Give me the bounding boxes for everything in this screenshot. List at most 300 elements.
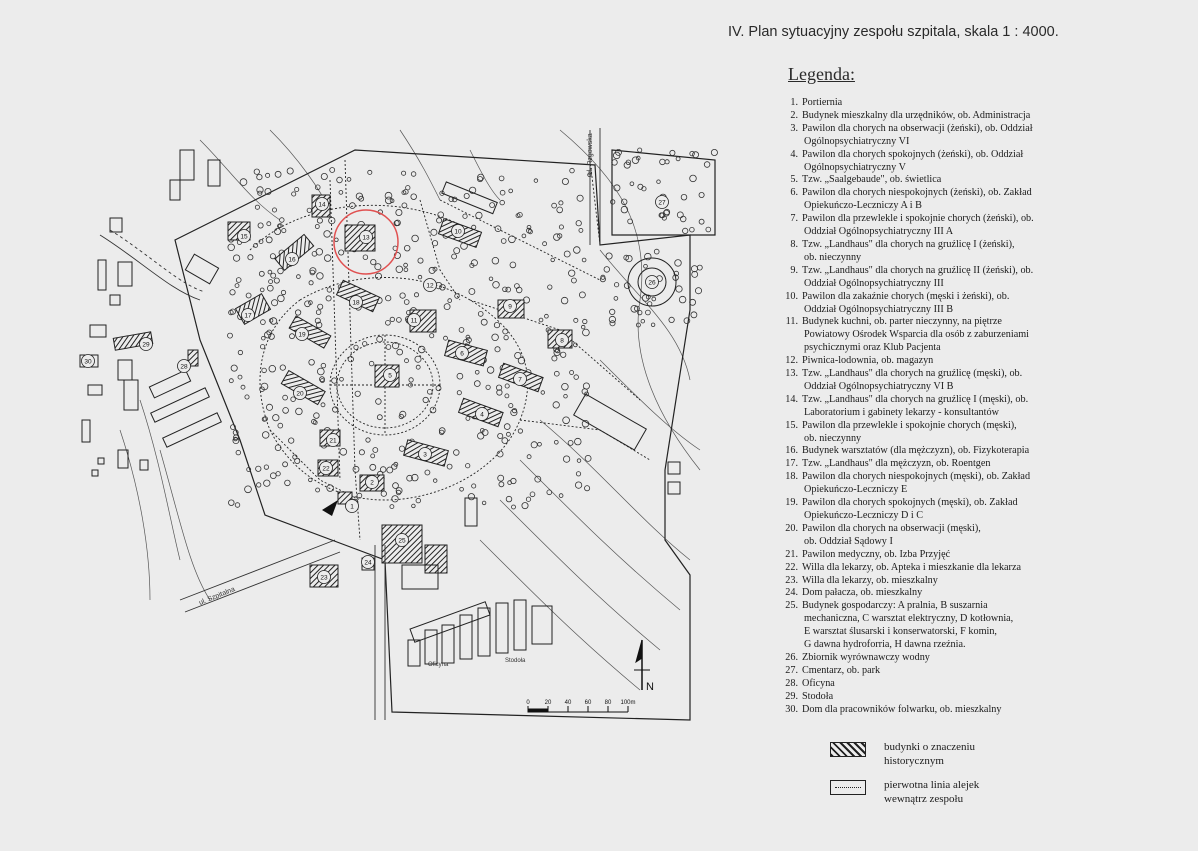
tree-icon bbox=[464, 193, 469, 198]
tree-icon bbox=[418, 275, 422, 279]
legend-item-number: 7. bbox=[790, 213, 798, 225]
legend-item-line: Pawilon dla chorych na obserwacji (męski), bbox=[802, 522, 981, 534]
legend-item-text bbox=[802, 291, 1090, 317]
tree-icon bbox=[229, 500, 235, 506]
tree-icon bbox=[531, 442, 537, 448]
tree-icon bbox=[564, 251, 570, 257]
tree-icon bbox=[291, 397, 296, 402]
legend-item-text bbox=[802, 445, 1090, 458]
tree-icon bbox=[495, 347, 500, 352]
tree-icon bbox=[273, 415, 279, 421]
tree-icon bbox=[359, 450, 364, 455]
tree-icon bbox=[399, 446, 404, 451]
road-label-east: ul. Rzgowska bbox=[587, 133, 594, 175]
legend-item-line: G dawna hydroforria, H dawna rzeźnia. bbox=[804, 639, 966, 651]
tree-icon bbox=[577, 459, 581, 463]
tree-icon bbox=[278, 295, 285, 302]
legend-item-line: Pawilon dla zakaźnie chorych (męski i żeński), ob. bbox=[802, 290, 1010, 302]
tree-icon bbox=[527, 455, 531, 459]
tree-icon bbox=[309, 360, 315, 366]
tree-icon bbox=[681, 194, 687, 200]
legend-item bbox=[760, 123, 1090, 149]
legend-item-line: Oddział Ogólnopsychiatryczny III A bbox=[804, 226, 954, 238]
tree-icon bbox=[562, 178, 568, 184]
legend-item bbox=[760, 149, 1090, 175]
tree-icon bbox=[554, 234, 561, 241]
tree-icon bbox=[457, 373, 463, 379]
tree-icon bbox=[390, 317, 394, 321]
tree-icon bbox=[266, 237, 272, 243]
legend-item-line: Willa dla lekarzy, ob. mieszkalny bbox=[802, 574, 938, 586]
tree-icon bbox=[611, 200, 615, 204]
page-title: IV. Plan sytuacyjny zespołu szpitala, skala 1 : 4000. bbox=[728, 24, 1059, 40]
tree-icon bbox=[262, 336, 266, 340]
building-number-label: 10 bbox=[454, 228, 462, 236]
tree-icon bbox=[257, 483, 261, 487]
tree-icon bbox=[370, 464, 376, 470]
tree-icon bbox=[354, 345, 358, 349]
tree-icon bbox=[512, 505, 516, 509]
tree-icon bbox=[283, 462, 288, 467]
tree-icon bbox=[386, 320, 391, 325]
tree-icon bbox=[297, 275, 301, 279]
legend-item-line: Budynek warsztatów (dla mężczyzn), ob. Fizykoterapia bbox=[802, 445, 1030, 457]
tree-icon bbox=[704, 162, 710, 168]
legend-item-number: 24. bbox=[785, 587, 798, 599]
tree-icon bbox=[563, 417, 570, 424]
tree-icon bbox=[657, 180, 661, 184]
building-number-label: 5 bbox=[388, 372, 392, 380]
tree-icon bbox=[500, 200, 505, 205]
tree-icon bbox=[233, 255, 239, 261]
legend-item-number: 6. bbox=[790, 187, 798, 199]
tree-icon bbox=[430, 334, 434, 338]
tree-icon bbox=[335, 238, 339, 242]
tree-icon bbox=[280, 365, 285, 370]
legend-item-line: mechaniczna, C warsztat elektryczny, D kotłownia, bbox=[804, 613, 1014, 625]
tree-icon bbox=[494, 322, 499, 327]
tree-icon bbox=[526, 497, 530, 501]
tree-icon bbox=[321, 403, 325, 407]
tree-icon bbox=[282, 229, 286, 233]
tree-icon bbox=[482, 501, 486, 505]
tree-icon bbox=[332, 378, 337, 383]
tree-icon bbox=[652, 297, 656, 301]
tree-icon bbox=[582, 258, 586, 262]
legend-item bbox=[760, 291, 1090, 317]
legend-item bbox=[760, 587, 1090, 600]
legend-item-number: 27. bbox=[785, 664, 798, 676]
tree-icon bbox=[692, 271, 698, 277]
tree-icon bbox=[626, 255, 632, 261]
building-number-label: 27 bbox=[658, 199, 666, 207]
legend-item-number: 18. bbox=[785, 471, 798, 483]
legend-item-line: Portiernia bbox=[802, 97, 843, 108]
tree-icon bbox=[574, 247, 581, 254]
tree-icon bbox=[245, 395, 249, 399]
approach-roads bbox=[100, 128, 600, 720]
tree-icon bbox=[269, 365, 276, 372]
tree-icon bbox=[575, 482, 581, 488]
tree-icon bbox=[548, 285, 552, 289]
tree-icon bbox=[371, 454, 375, 458]
tree-icon bbox=[454, 450, 460, 456]
tree-icon bbox=[327, 288, 332, 293]
tree-icon bbox=[474, 381, 480, 387]
tree-icon bbox=[262, 432, 269, 439]
tree-icon bbox=[366, 438, 370, 442]
tree-icon bbox=[317, 218, 322, 223]
building-number-label: 12 bbox=[426, 282, 434, 290]
legend-item-number: 17. bbox=[785, 458, 798, 470]
tree-icon bbox=[538, 442, 542, 446]
tree-icon bbox=[676, 157, 680, 161]
legend-item bbox=[760, 575, 1090, 588]
buildings bbox=[113, 182, 646, 589]
tree-icon bbox=[469, 289, 475, 295]
building-number-label: 7 bbox=[518, 376, 522, 384]
tree-icon bbox=[318, 304, 323, 309]
tree-icon bbox=[516, 287, 522, 293]
tree-icon bbox=[393, 483, 399, 489]
tree-icon bbox=[228, 244, 235, 251]
building-number-label: 2 bbox=[370, 479, 374, 487]
tree-icon bbox=[440, 285, 446, 291]
tree-icon bbox=[259, 271, 264, 276]
tree-icon bbox=[272, 208, 276, 212]
tree-icon bbox=[432, 241, 437, 246]
tree-icon bbox=[447, 464, 452, 469]
legend-item bbox=[760, 213, 1090, 239]
tree-icon bbox=[570, 371, 574, 375]
tree-icon bbox=[690, 151, 695, 156]
tree-icon bbox=[324, 255, 331, 262]
tree-icon bbox=[460, 487, 464, 491]
legend-item-line: Stodoła bbox=[802, 690, 834, 702]
legend-item bbox=[760, 239, 1090, 265]
building-number-label: 26 bbox=[648, 279, 656, 287]
legend-item-line: ob. nieczynny bbox=[804, 251, 862, 263]
tree-icon bbox=[576, 221, 581, 226]
tree-icon bbox=[475, 370, 479, 374]
tree-icon bbox=[691, 312, 697, 318]
tree-icon bbox=[316, 488, 320, 492]
legend-item-number: 28. bbox=[785, 677, 798, 689]
legend-item-line: Opiekuńczo-Leczniczy E bbox=[804, 484, 908, 496]
tree-icon bbox=[614, 283, 618, 287]
legend-item-text bbox=[802, 562, 1090, 575]
legend-item-text bbox=[802, 575, 1090, 588]
tree-icon bbox=[280, 218, 285, 223]
legend-item bbox=[760, 458, 1090, 471]
tree-icon bbox=[295, 187, 299, 191]
tree-icon bbox=[509, 404, 513, 408]
tree-icon bbox=[545, 314, 549, 318]
legend-item bbox=[760, 420, 1090, 446]
tree-icon bbox=[468, 494, 474, 500]
legend-item-line: Tzw. „Landhaus" dla mężczyzn, ob. Roentgen bbox=[802, 458, 991, 470]
tree-icon bbox=[240, 179, 247, 186]
tree-icon bbox=[559, 225, 563, 229]
tree-icon bbox=[430, 407, 436, 413]
legend-item-text bbox=[802, 652, 1090, 665]
tree-icon bbox=[260, 345, 264, 349]
tree-icon bbox=[411, 194, 417, 200]
building-number-label: 16 bbox=[288, 256, 296, 264]
legend-item-line: Tzw. „Landhaus" dla chorych na gruźlicę (męski), ob. bbox=[802, 368, 1023, 380]
legend-item-text bbox=[802, 471, 1090, 497]
tree-icon bbox=[568, 440, 573, 445]
tree-icon bbox=[414, 293, 418, 297]
tree-icon bbox=[257, 174, 262, 179]
legend-item-line: Oficyna bbox=[802, 677, 835, 689]
legend-item-line: Pawilon dla chorych niespokojnych (męski), ob. Zakład bbox=[802, 471, 1031, 483]
legend-item-line: Pawilon dla chorych niespokojnych (żeński), ob. Zakład bbox=[802, 187, 1032, 199]
legend-item-number: 13. bbox=[785, 368, 798, 380]
tree-icon bbox=[326, 296, 331, 301]
tree-icon bbox=[711, 149, 717, 155]
legend-item-text bbox=[802, 549, 1090, 562]
tree-icon bbox=[683, 228, 688, 233]
tree-icon bbox=[257, 187, 263, 193]
legend-item bbox=[760, 523, 1090, 549]
tree-icon bbox=[431, 229, 437, 235]
tree-icon bbox=[348, 357, 353, 362]
legend-item-line: ob. nieczynny bbox=[804, 432, 862, 444]
legend-item-number: 30. bbox=[785, 703, 798, 715]
legend-item-text bbox=[802, 600, 1090, 652]
legend-item-line: Oddział Ogólnopsychiatryczny III B bbox=[804, 303, 954, 315]
tree-icon bbox=[466, 337, 471, 342]
tree-icon bbox=[363, 342, 367, 346]
scale-label: 20 bbox=[544, 700, 552, 706]
tree-icon bbox=[585, 486, 590, 491]
tree-icon bbox=[386, 345, 391, 350]
legend-item-text bbox=[802, 523, 1090, 549]
tree-icon bbox=[559, 494, 563, 498]
tree-icon bbox=[268, 270, 272, 274]
tree-icon bbox=[539, 318, 543, 322]
legend-item-number: 21. bbox=[785, 548, 798, 560]
legend-item-number: 12. bbox=[785, 355, 798, 367]
tree-icon bbox=[695, 288, 701, 294]
legend-item-line: Dom dla pracowników folwarku, ob. mieszkalny bbox=[802, 703, 1002, 715]
legend-item-text bbox=[802, 394, 1090, 420]
tree-icon bbox=[561, 297, 568, 304]
tree-icon bbox=[448, 299, 452, 303]
tree-icon bbox=[363, 255, 368, 260]
tree-icon bbox=[238, 375, 242, 379]
legend-item-text bbox=[802, 691, 1090, 704]
tree-icon bbox=[522, 503, 528, 509]
dotted-line-swatch-icon bbox=[830, 780, 866, 795]
tree-icon bbox=[333, 407, 338, 412]
tree-icon bbox=[606, 253, 612, 259]
legend-item bbox=[760, 549, 1090, 562]
tree-icon bbox=[621, 206, 628, 213]
tree-icon bbox=[481, 319, 487, 325]
legend-item-number: 10. bbox=[785, 290, 798, 302]
tree-icon bbox=[497, 451, 503, 457]
tree-icon bbox=[478, 312, 483, 317]
tree-icon bbox=[339, 191, 343, 195]
legend-item-text bbox=[802, 239, 1090, 265]
tree-icon bbox=[551, 258, 555, 262]
tree-icon bbox=[369, 361, 374, 366]
tree-icon bbox=[353, 466, 359, 472]
tree-icon bbox=[644, 264, 648, 268]
tree-icon bbox=[235, 284, 239, 288]
legend-item-number: 9. bbox=[790, 264, 798, 276]
tree-icon bbox=[557, 207, 563, 213]
legend-item bbox=[760, 704, 1090, 717]
tree-icon bbox=[228, 333, 233, 338]
tree-icon bbox=[493, 282, 500, 289]
tree-icon bbox=[321, 173, 327, 179]
tree-icon bbox=[396, 266, 403, 273]
tree-icon bbox=[583, 319, 587, 323]
building-number-label: 28 bbox=[180, 363, 188, 371]
legend-item-line: Tzw. „Landhaus" dla chorych na gruźlicę I (męski), ob. bbox=[802, 393, 1029, 405]
tree-icon bbox=[454, 248, 460, 254]
entrance-arrow-icon bbox=[322, 500, 338, 516]
legend-item bbox=[760, 691, 1090, 704]
road-label-sw: ul. Szpitalna bbox=[198, 586, 237, 607]
tree-icon bbox=[641, 319, 645, 323]
tree-icon bbox=[309, 281, 313, 285]
hatched-swatch-icon bbox=[830, 742, 866, 757]
tree-icon bbox=[267, 222, 271, 226]
tree-icon bbox=[455, 294, 460, 299]
tree-icon bbox=[278, 268, 284, 274]
legend-item bbox=[760, 652, 1090, 665]
legend-heading: Legenda: bbox=[788, 64, 855, 84]
legend-item-number: 2. bbox=[790, 109, 798, 121]
tree-icon bbox=[498, 433, 503, 438]
tree-icon bbox=[266, 173, 270, 177]
tree-icon bbox=[680, 216, 686, 222]
building-number-label: 1 bbox=[350, 503, 354, 511]
tree-icon bbox=[305, 301, 311, 307]
legend-item-line: Ogólnopsychiatryczny VI bbox=[804, 135, 910, 147]
tree-icon bbox=[261, 320, 266, 325]
tree-icon bbox=[404, 245, 410, 251]
tree-icon bbox=[463, 214, 467, 218]
tree-icon bbox=[638, 148, 642, 152]
tree-icon bbox=[499, 482, 504, 487]
tree-icon bbox=[314, 413, 320, 419]
tree-icon bbox=[315, 225, 319, 229]
tree-icon bbox=[275, 228, 281, 234]
tree-icon bbox=[575, 438, 582, 445]
tree-icon bbox=[404, 300, 409, 305]
legend-item-number: 19. bbox=[785, 497, 798, 509]
tree-icon bbox=[317, 368, 324, 375]
legend-item-text bbox=[802, 265, 1090, 291]
tree-icon bbox=[416, 498, 421, 503]
legend-item-line: Budynek mieszkalny dla urzędników, ob. Administracja bbox=[802, 109, 1031, 121]
legend-item-line: Pawilon dla przewlekle i spokojnie chorych (męski), bbox=[802, 419, 1017, 431]
tree-icon bbox=[321, 363, 326, 368]
tree-icon bbox=[295, 310, 300, 315]
tree-icon bbox=[693, 152, 699, 158]
tree-icon bbox=[248, 255, 253, 260]
building-number-label: 18 bbox=[352, 299, 360, 307]
legend-item-line: Oddział Ogólnopsychiatryczny III bbox=[804, 277, 944, 289]
legend-item bbox=[760, 368, 1090, 394]
tree-icon bbox=[561, 352, 566, 357]
building-number-label: 8 bbox=[560, 337, 564, 345]
building-number-label: 21 bbox=[329, 437, 337, 445]
tree-icon bbox=[425, 470, 430, 475]
legend-item-line: Pawilon dla chorych na obserwacji (żeński), ob. Oddział bbox=[802, 122, 1033, 134]
tree-icon bbox=[699, 219, 704, 224]
tree-icon bbox=[416, 365, 420, 369]
legend-item-line: Pawilon dla chorych spokojnych (żeński), ob. Oddział bbox=[802, 148, 1024, 160]
legend-item bbox=[760, 265, 1090, 291]
tree-icon bbox=[610, 309, 615, 314]
tree-icon bbox=[563, 456, 569, 462]
tree-icon bbox=[697, 265, 702, 270]
legend-list bbox=[760, 97, 1090, 717]
tree-icon bbox=[571, 278, 576, 283]
legend-item-line: Ogólnopsychiatryczny V bbox=[804, 161, 906, 173]
tree-icon bbox=[270, 254, 275, 259]
tree-icon bbox=[624, 283, 630, 289]
building-number-label: 4 bbox=[480, 411, 484, 419]
legend-item-text bbox=[802, 458, 1090, 471]
tree-icon bbox=[373, 448, 378, 453]
building-number-label: 9 bbox=[508, 303, 512, 311]
legend-item-text bbox=[802, 665, 1090, 678]
tree-icon bbox=[574, 375, 579, 380]
tree-icon bbox=[255, 205, 259, 209]
tree-icon bbox=[636, 323, 640, 327]
tree-icon bbox=[418, 258, 423, 263]
legend-item-text bbox=[802, 368, 1090, 394]
tree-icon bbox=[669, 317, 674, 322]
legend-item bbox=[760, 471, 1090, 497]
tree-icon bbox=[339, 250, 344, 255]
north-label: N bbox=[646, 681, 654, 693]
tree-icon bbox=[397, 318, 402, 323]
tree-icon bbox=[559, 201, 563, 205]
tree-icon bbox=[466, 416, 470, 420]
tree-icon bbox=[256, 466, 261, 471]
tree-icon bbox=[535, 476, 541, 482]
legend-item-line: Cmentarz, ob. park bbox=[802, 664, 881, 676]
legend-item-number: 22. bbox=[785, 561, 798, 573]
tree-icon bbox=[292, 192, 296, 196]
tree-icon bbox=[283, 395, 288, 400]
legend-item bbox=[760, 174, 1090, 187]
road-label-farm2: Stodoła bbox=[505, 658, 526, 664]
tree-icon bbox=[500, 190, 505, 195]
tree-icon bbox=[503, 287, 508, 292]
tree-icon bbox=[386, 296, 391, 301]
tree-icon bbox=[457, 391, 461, 395]
legend-item-text bbox=[802, 587, 1090, 600]
tree-icon bbox=[387, 467, 393, 473]
legend-item bbox=[760, 110, 1090, 123]
legend-item-number: 5. bbox=[790, 174, 798, 186]
tree-icon bbox=[380, 467, 386, 473]
tree-icon bbox=[554, 371, 559, 376]
tree-icon bbox=[377, 336, 383, 342]
tree-icon bbox=[278, 423, 283, 428]
tree-icon bbox=[324, 231, 331, 238]
tree-icon bbox=[583, 329, 590, 336]
